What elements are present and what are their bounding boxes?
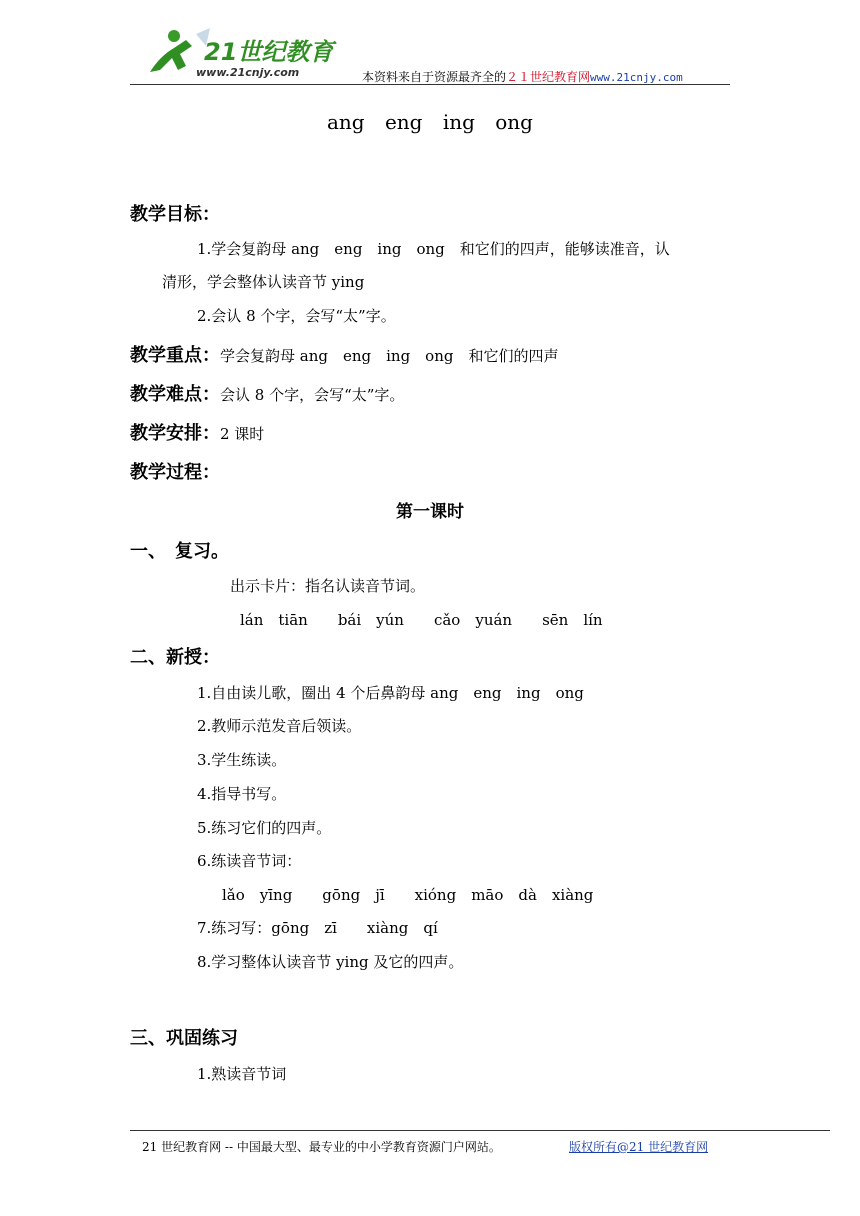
section-2-item: 6.练读音节词：	[197, 852, 302, 870]
header-divider	[130, 84, 730, 85]
running-figure-icon	[140, 26, 340, 82]
footer-text: 21 世纪教育网 -- 中国最大型、最专业的中小学教育资源门户网站。	[142, 1140, 501, 1154]
arrangement-label: 教学安排：	[130, 423, 220, 444]
header-note-brand[interactable]: ２１世纪教育网	[506, 70, 591, 84]
difficulties-text: 会认 8 个字，会写“太”字。	[220, 386, 405, 404]
header-note	[362, 68, 683, 85]
objective-1-line1: 1.学会复韵母 ang eng ing ong 和它们的四声，能够读准音，认	[197, 240, 670, 258]
section-2-item: 4.指导书写。	[197, 785, 287, 803]
header-note-prefix: 本资料来自于资源最齐全的	[362, 70, 507, 84]
section-2-heading: 二、新授：	[130, 647, 220, 668]
section-3-item: 1.熟读音节词	[197, 1065, 287, 1083]
key-points	[130, 341, 558, 367]
section-2-item: 2.教师示范发音后领读。	[197, 717, 362, 735]
process-label: 教学过程：	[130, 462, 220, 483]
logo-url: www.21cnjy.com	[196, 66, 300, 79]
difficulties	[130, 380, 404, 406]
lesson-title: 第一课时	[396, 502, 464, 522]
section-2-item: 1.自由读儿歌，圈出 4 个后鼻韵母 ang eng ing ong	[197, 684, 584, 702]
section-1-heading: 一、 复习。	[130, 541, 229, 562]
section-2-pinyin: lǎo yīng gōng jī xióng māo dà xiàng	[222, 886, 594, 904]
section-2-item: 5.练习它们的四声。	[197, 819, 332, 837]
site-logo	[140, 26, 340, 82]
section-2-item: 3.学生练读。	[197, 751, 287, 769]
section-3-heading: 三、巩固练习	[130, 1028, 238, 1049]
key-points-text: 学会复韵母 ang eng ing ong 和它们的四声	[220, 347, 559, 365]
arrangement	[130, 419, 264, 445]
header-note-url[interactable]: www.21cnjy.com	[590, 71, 683, 84]
logo-text: 21世纪教育	[204, 38, 334, 66]
objective-2: 2.会认 8 个字，会写“太”字。	[197, 307, 396, 325]
section-2-item: 8.学习整体认读音节 ying 及它的四声。	[197, 953, 464, 971]
section-2-item: 7.练习写：gōng zī xiàng qí	[197, 919, 438, 937]
objectives-label: 教学目标：	[130, 204, 220, 225]
key-points-label: 教学重点：	[130, 345, 220, 366]
difficulties-label: 教学难点：	[130, 384, 220, 405]
objective-1-line2: 清形，学会整体认读音节 ying	[162, 273, 365, 291]
document-title: ang eng ing ong	[326, 110, 533, 134]
footer-divider	[130, 1130, 830, 1131]
arrangement-text: 2 课时	[220, 425, 265, 443]
section-1-pinyin: lán tiān bái yún cǎo yuán sēn lín	[240, 611, 603, 629]
copyright-link[interactable]: 版权所有@21 世纪教育网	[569, 1140, 709, 1154]
section-1-line: 出示卡片：指名认读音节词。	[230, 577, 426, 595]
